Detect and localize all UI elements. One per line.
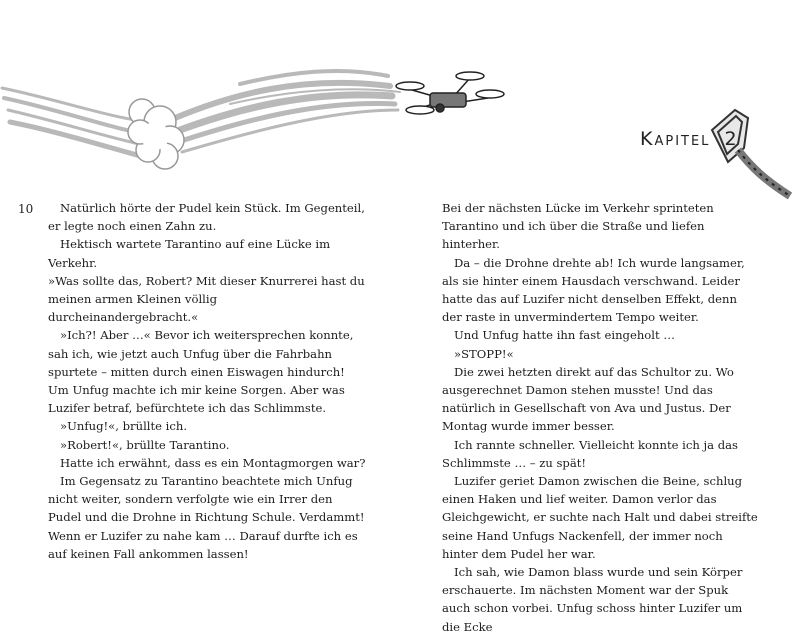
paragraph: »Unfug!«, brüllte ich. xyxy=(60,419,188,434)
chapter-number: 2 xyxy=(724,128,739,150)
chapter-word: Kapitel xyxy=(640,128,711,150)
left-text-column xyxy=(48,199,366,563)
paragraph: Hektisch wartete Tarantino auf eine Lücke im Verkehr. xyxy=(48,237,331,270)
paragraph: Und Unfug hatte ihn fast eingeholt … xyxy=(454,328,675,343)
chapter-illustration xyxy=(0,0,793,215)
speed-lines xyxy=(2,71,400,158)
paragraph: Ich rannte schneller. Vielleicht konnte ich ja das Schlimmste … – zu spät! xyxy=(442,437,738,470)
paragraph: Natürlich hörte der Pudel kein Stück. Im Gegenteil, er legte noch einen Zahn zu. xyxy=(48,201,365,234)
paragraph: »Was sollte das, Robert? Mit dieser Knurrerei hast du meinen armen Kleinen völlig durcheinandergebracht.« xyxy=(48,273,365,325)
chapter-heading xyxy=(640,128,739,150)
paragraph: Bei der nächsten Lücke im Verkehr sprinteten Tarantino und ich über die Straße und liefen hinterher. xyxy=(442,201,714,252)
dust-cloud-icon xyxy=(128,99,184,169)
page-number: 10 xyxy=(18,202,34,216)
paragraph: Ich sah, wie Damon blass wurde und sein Körper erschauerte. Im nächsten Moment war der Spuk auch schon vorbei. Unfug schoss hinter Luzifer um die Ecke xyxy=(442,565,743,634)
paragraph: Luzifer geriet Damon zwischen die Beine, schlug einen Haken und lief weiter. Damon verlor das Gleichgewicht, er suchte nach Halt und dabei streifte seine Hand Unfugs Nackenfell, der immer noch hinter dem Pudel her war. xyxy=(442,474,758,561)
paragraph: »STOPP!« xyxy=(454,346,514,361)
drone-icon xyxy=(396,72,504,114)
dog-leash-icon xyxy=(712,110,790,196)
paragraph: Hatte ich erwähnt, dass es ein Montagmorgen war? xyxy=(60,455,366,470)
paragraph: Da – die Drohne drehte ab! Ich wurde langsamer, als sie hinter einem Hausdach verschwand. Leider hatte das auf Luzifer nicht denselben Effekt, denn der raste in unvermindertem Tempo weiter. xyxy=(442,255,745,325)
paragraph: Im Gegensatz zu Tarantino beachtete mich Unfug nicht weiter, sondern verfolgte wie ein Irrer den Pudel und die Drohne in Richtung Schule. Verdammt! Wenn er Luzifer zu nahe kam … Darauf durfte ich es auf keinen Fall ankommen lassen! xyxy=(48,474,365,561)
right-text-column xyxy=(442,199,760,636)
paragraph: Die zwei hetzten direkt auf das Schultor zu. Wo ausgerechnet Damon stehen musste! Und das natürlich in Gesellschaft von Ava und Justus. Der Montag wurde immer besser. xyxy=(442,364,734,434)
paragraph: »Robert!«, brüllte Tarantino. xyxy=(60,437,230,452)
paragraph: »Ich?! Aber …« Bevor ich weitersprechen konnte, sah ich, wie jetzt auch Unfug über die Fahrbahn spurtete – mitten durch einen Eiswagen hindurch! Um Unfug machte ich mir keine Sorgen. Aber was Luzifer betraf, befürchtete ich das Schlimmste. xyxy=(48,328,354,416)
